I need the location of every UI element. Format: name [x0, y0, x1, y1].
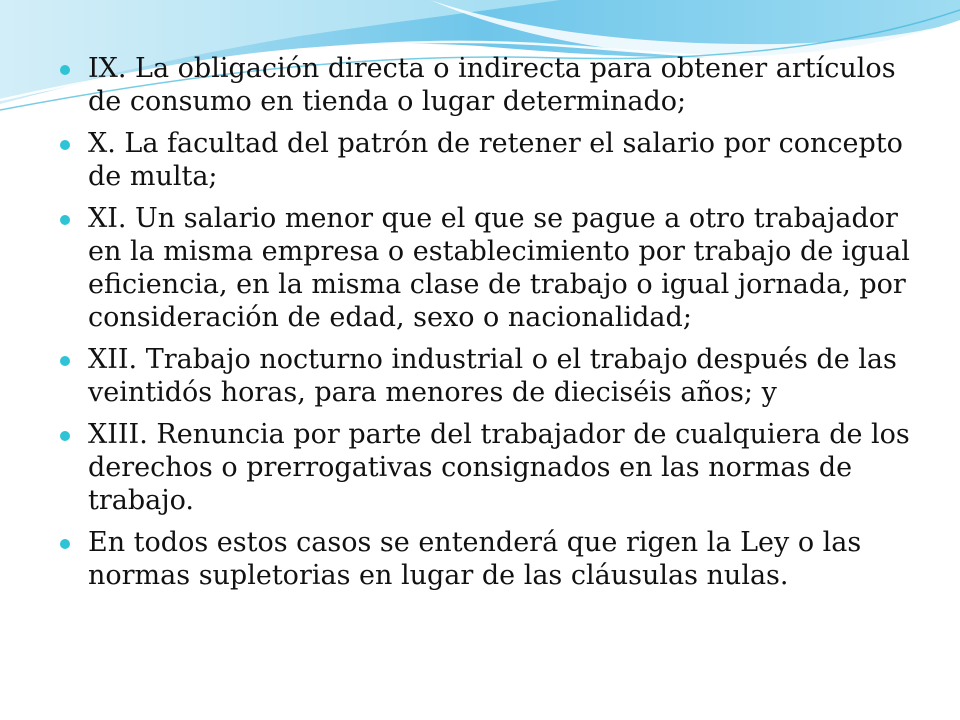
bullet-list [58, 52, 918, 601]
bullet-icon [60, 356, 70, 366]
list-item [58, 202, 918, 334]
bullet-icon [60, 65, 70, 75]
list-item-text: IX. La obligación directa o indirecta para obtener artículos de consumo en tienda o lugar determinado; [88, 53, 896, 117]
list-item [58, 52, 918, 118]
list-item [58, 526, 918, 592]
bullet-icon [60, 431, 70, 441]
list-item [58, 127, 918, 193]
list-item-text: En todos estos casos se entenderá que rigen la Ley o las normas supletorias en lugar de las cláusulas nulas. [88, 527, 862, 591]
list-item-text: XII. Trabajo nocturno industrial o el trabajo después de las veintidós horas, para menores de dieciséis años; y [88, 344, 897, 408]
list-item-text: X. La facultad del patrón de retener el salario por concepto de multa; [88, 128, 903, 192]
bullet-icon [60, 140, 70, 150]
bullet-icon [60, 215, 70, 225]
list-item [58, 343, 918, 409]
list-item-text: XI. Un salario menor que el que se pague a otro trabajador en la misma empresa o establecimiento por trabajo de igual eficiencia, en la misma clase de trabajo o igual jornada, por consideración de edad, sexo o nacionalidad; [88, 203, 910, 333]
bullet-icon [60, 539, 70, 549]
list-item-text: XIII. Renuncia por parte del trabajador de cualquiera de los derechos o prerrogativas consignados en las normas de trabajo. [88, 419, 910, 516]
list-item [58, 418, 918, 517]
